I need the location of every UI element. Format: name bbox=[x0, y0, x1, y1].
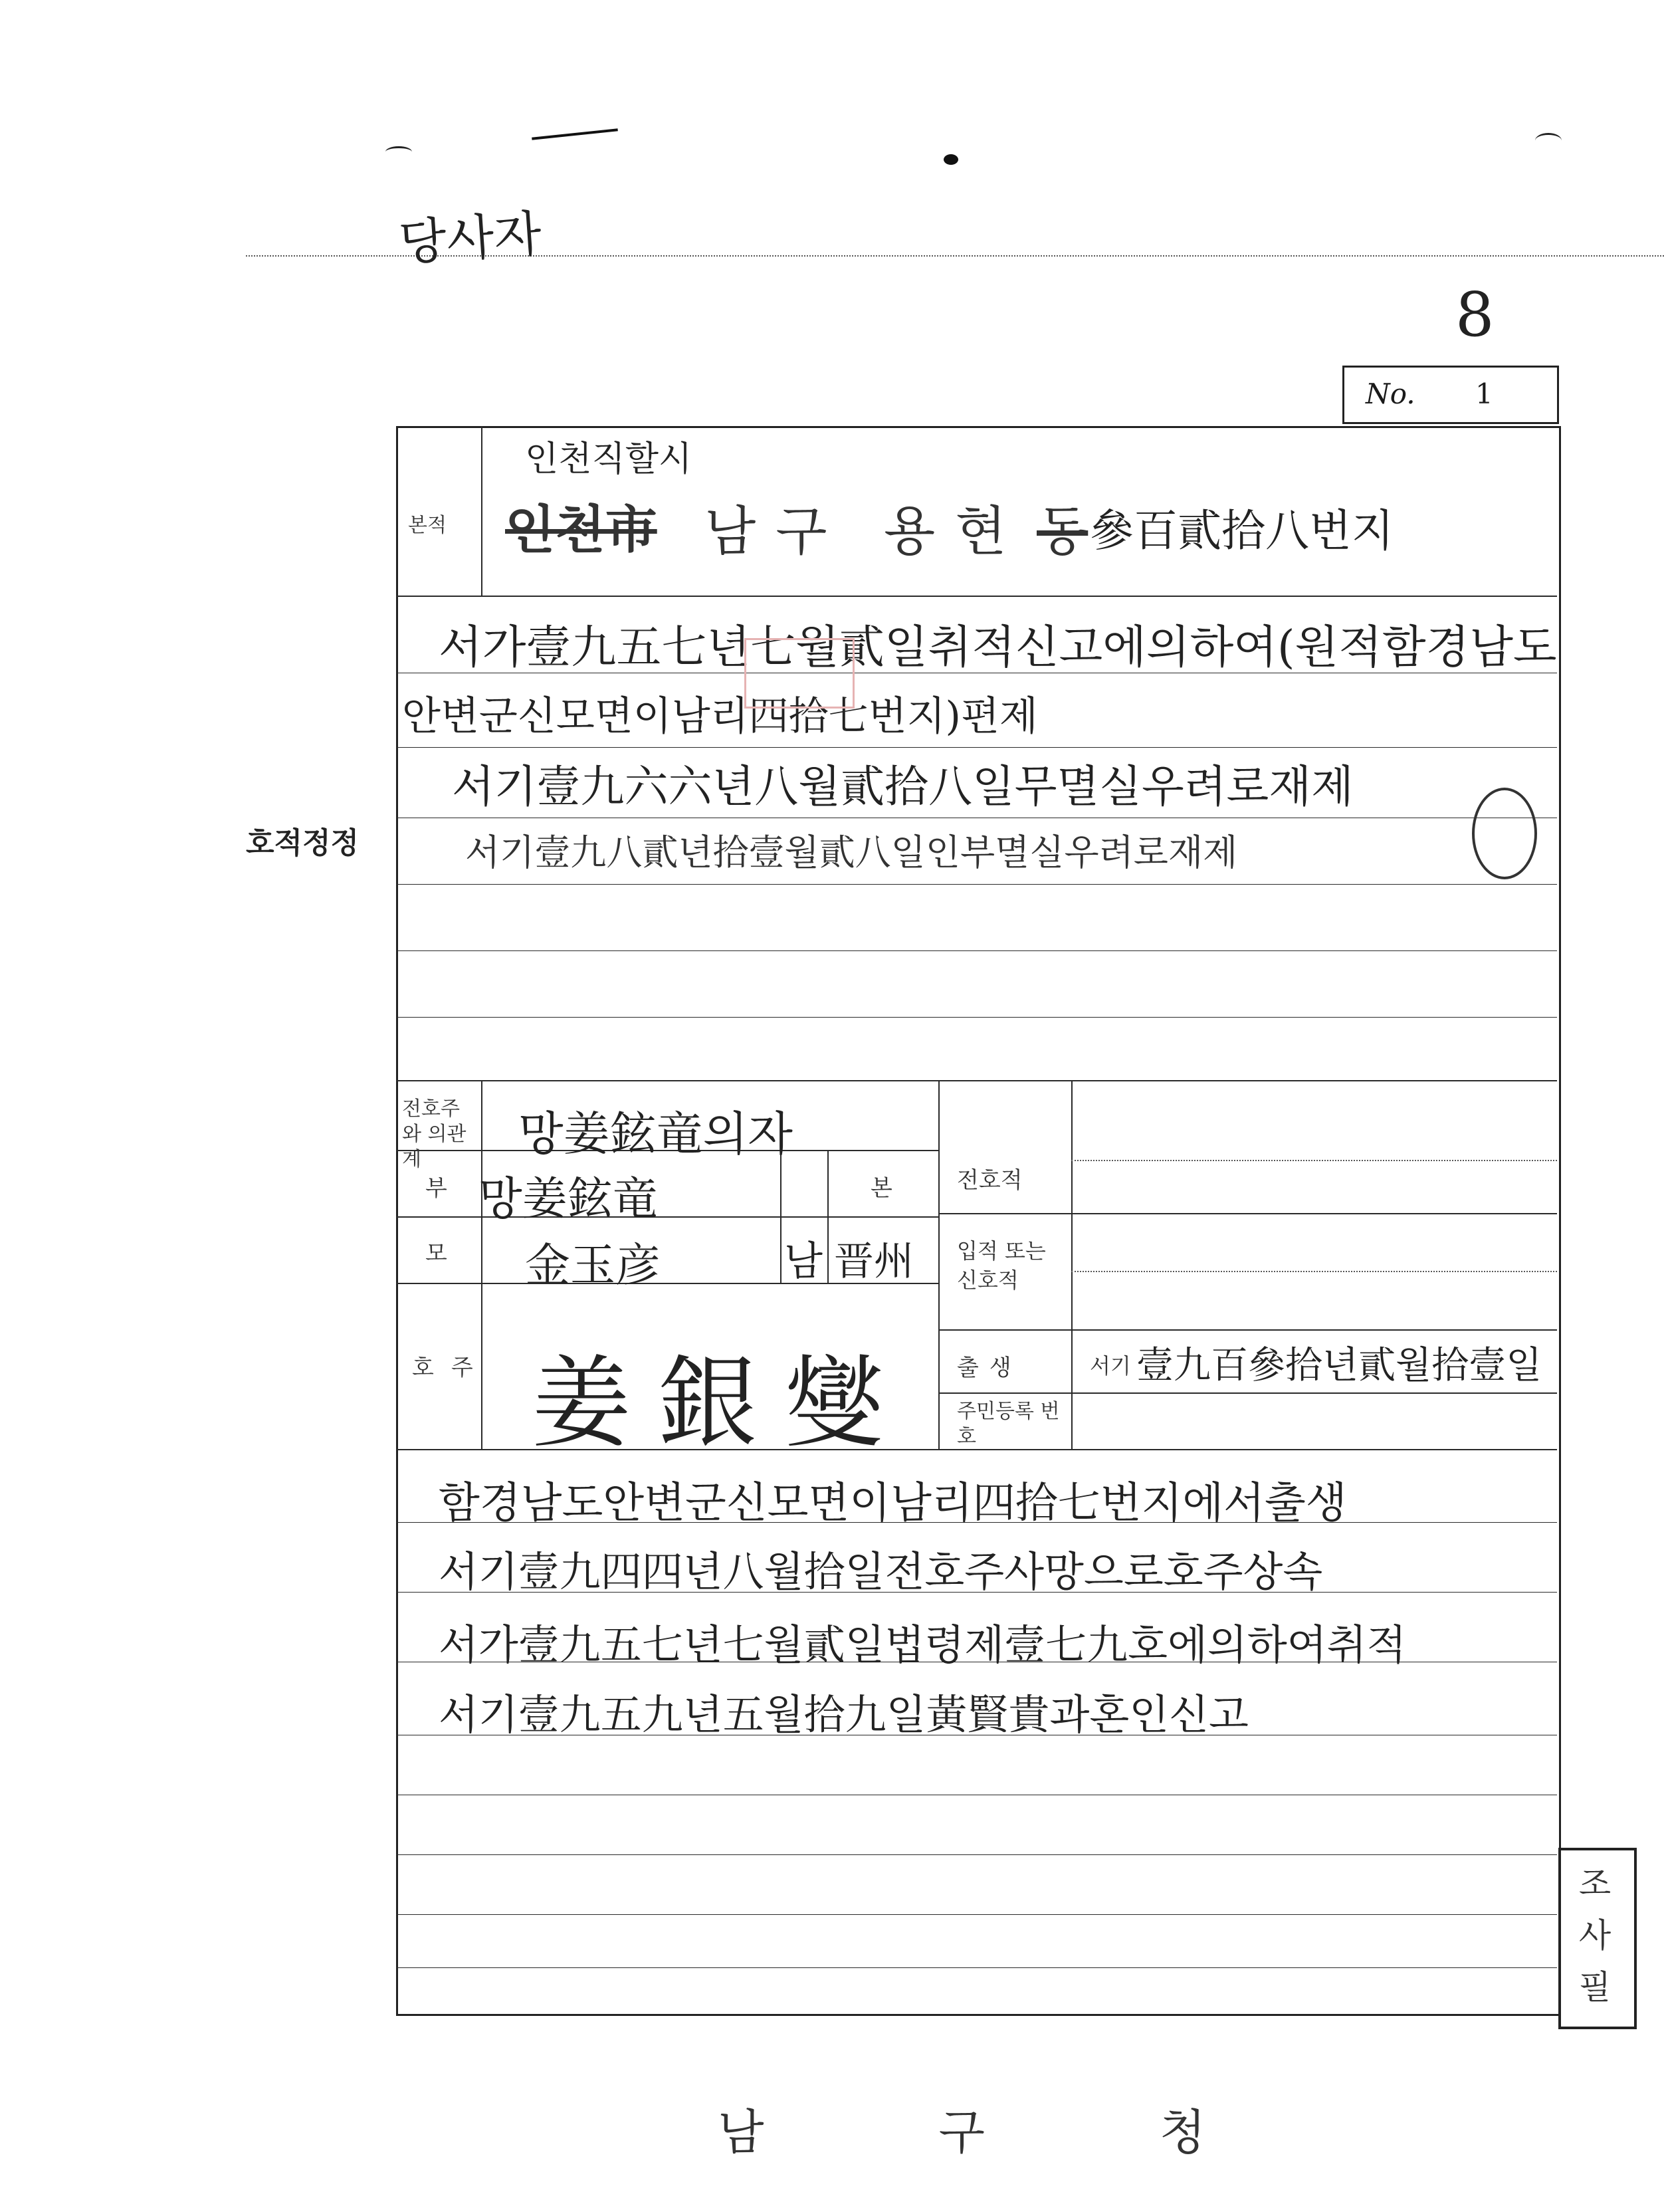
record-no-label: No. bbox=[1366, 378, 1415, 410]
official-seal bbox=[1472, 788, 1537, 879]
event-line bbox=[396, 1914, 1557, 1915]
event-entry: 서기壹九四四년八월拾일전호주사망으로호주상속 bbox=[439, 1547, 1323, 1596]
head-label: 호주 bbox=[412, 1355, 490, 1381]
mother-label: 모 bbox=[425, 1240, 447, 1267]
right-entry-line bbox=[938, 1329, 1557, 1331]
father-value: 망姜鉉竜 bbox=[478, 1173, 658, 1226]
event-line bbox=[396, 1854, 1557, 1855]
prev-dotted bbox=[1071, 1160, 1557, 1161]
history-line bbox=[396, 747, 1557, 748]
birth-label: 출생 bbox=[957, 1355, 1022, 1381]
history-entry: 서가壹九五七년七월貳일취적신고에의하여(원적함경남도 bbox=[439, 621, 1557, 674]
faint-red-stamp bbox=[744, 638, 855, 709]
domicile-struck: 인천市 bbox=[505, 500, 657, 560]
domicile-suffix: 參百貳拾八번지 bbox=[1090, 505, 1394, 556]
event-entry: 함경남도안변군신모면이남리四拾七번지에서출생 bbox=[439, 1479, 1347, 1528]
history-line bbox=[396, 1017, 1557, 1018]
head-name: 姜銀燮 bbox=[532, 1346, 911, 1462]
right-birth-line bbox=[938, 1392, 1557, 1394]
history-entry: 서기壹九六六년八월貳拾八일무멸실우려로재제 bbox=[452, 761, 1354, 812]
father-label: 부 bbox=[425, 1175, 447, 1202]
gender-value: 남 bbox=[784, 1238, 823, 1285]
corner-note: 당사자 bbox=[397, 205, 544, 273]
history-entry: 안변군신모면이남리四拾七번지)편제 bbox=[402, 693, 1038, 740]
page-number: 8 bbox=[1455, 279, 1495, 350]
entry-label: 입적 또는 신호적 bbox=[957, 1238, 1046, 1293]
inspection-stamp-text: 조사필 bbox=[1578, 1864, 1612, 2007]
domicile-main: 남구 용현 bbox=[704, 500, 1027, 562]
event-entry: 서기壹九五九년五월拾九일黃賢貴과혼인신고 bbox=[439, 1690, 1249, 1739]
event-entry: 서가壹九五七년七월貳일법령제壹七九호에의하여취적 bbox=[439, 1620, 1407, 1669]
top-speck bbox=[385, 146, 412, 158]
top-mark bbox=[532, 128, 618, 140]
domicile-bottom-line bbox=[396, 596, 1557, 597]
prev-register-label: 전호적 bbox=[957, 1167, 1023, 1194]
history-entry: 서기壹九八貳년拾壹월貳八일인부멸실우려로재제 bbox=[465, 831, 1238, 873]
relation-value: 망姜鉉竜의자 bbox=[518, 1107, 793, 1161]
history-line bbox=[396, 1080, 1557, 1081]
history-line bbox=[396, 950, 1557, 951]
father-row-line bbox=[396, 1216, 938, 1218]
origin-label: 본 bbox=[871, 1175, 892, 1202]
label-col-right bbox=[481, 1080, 482, 1449]
domicile-struck-dong: 동 bbox=[1037, 500, 1089, 562]
origin-value: 晋州 bbox=[834, 1238, 914, 1285]
right-prev-line bbox=[938, 1213, 1557, 1214]
domicile-inserted: 인천직할시 bbox=[525, 439, 692, 479]
domicile-divider bbox=[481, 426, 482, 596]
mother-value: 金玉彦 bbox=[525, 1240, 661, 1292]
domicile-label: 본적 bbox=[408, 514, 447, 537]
relation-label: 전호주와 의관계 bbox=[402, 1097, 467, 1171]
event-line bbox=[396, 1967, 1557, 1968]
margin-note: 호적정정 bbox=[246, 826, 360, 860]
top-speck bbox=[944, 154, 958, 165]
entry-dotted bbox=[1071, 1271, 1557, 1272]
footer-office: 남 구 청 bbox=[718, 2104, 1286, 2160]
birth-date: 壹九百參拾년貳월拾壹일 bbox=[1136, 1344, 1542, 1387]
top-speck bbox=[1535, 133, 1562, 148]
resident-no-label: 주민등록 번호 bbox=[957, 1400, 1060, 1448]
record-no-value: 1 bbox=[1475, 378, 1493, 410]
history-line bbox=[396, 884, 1557, 885]
birth-prefix: 서기 bbox=[1090, 1353, 1131, 1379]
